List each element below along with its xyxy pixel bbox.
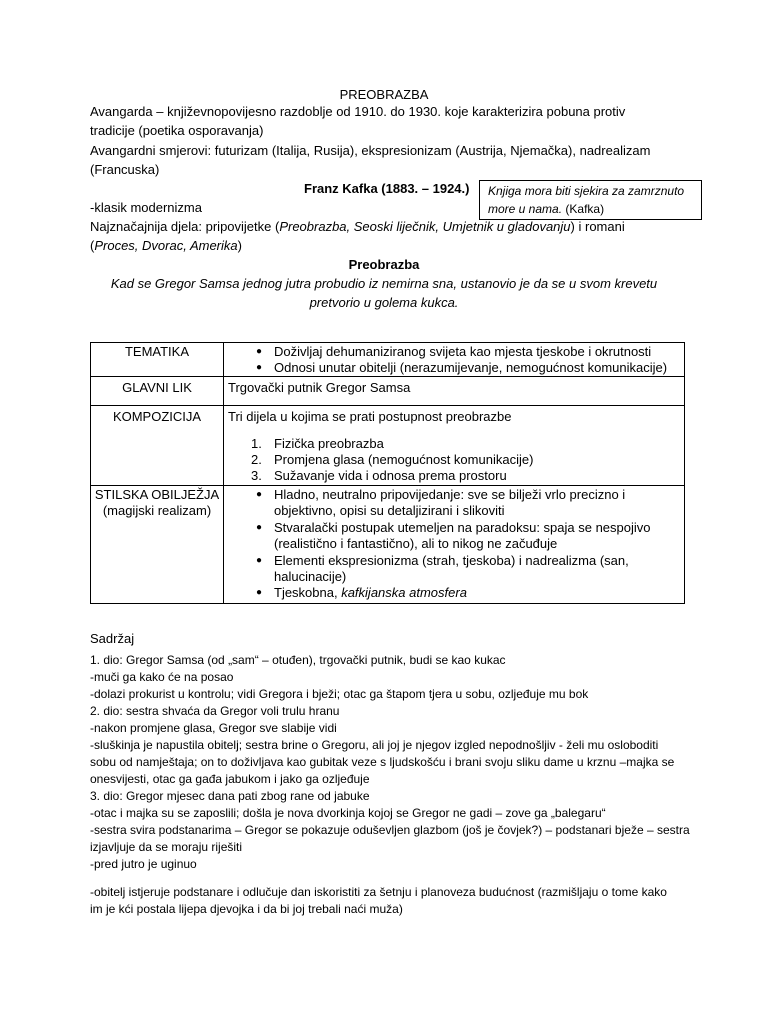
- bullet-icon: ●: [256, 489, 263, 500]
- sadrzaj-line: -nakon promjene glasa, Gregor sve slabije vidi: [90, 721, 337, 735]
- list-number: 3.: [251, 468, 262, 483]
- row-sublabel-magijski-realizam: (magijski realizam): [102, 503, 212, 518]
- kompozicija-item: Fizička preobrazba: [274, 436, 384, 451]
- kompozicija-item: Sužavanje vida i odnosa prema prostoru: [274, 468, 507, 483]
- tematika-item: Odnosi unutar obitelji (nerazumijevanje, nemogućnost komunikacije): [274, 360, 668, 375]
- kafkijanska-text: kafkijanska atmosfera: [341, 585, 467, 600]
- sadrzaj-line: -dolazi prokurist u kontrolu; vidi Gregora i bježi; otac ga štapom tjera u sobu, ozljeđuje mu bok: [90, 687, 589, 701]
- bullet-icon: ●: [256, 522, 263, 533]
- stil-item-line: (realistično i fantastično), ali to nikog ne začuđuje: [274, 536, 558, 551]
- quote-text: more u nama.: [488, 202, 563, 216]
- sadrzaj-line: -muči ga kako će na posao: [90, 670, 234, 684]
- stil-item-line: Stvaralački postupak utemeljen na paradoksu: spaja se nespojivo: [274, 520, 651, 535]
- bullet-icon: ●: [256, 346, 263, 357]
- djela-prefix: Najznačajnija djela: pripovijetke (: [90, 219, 280, 234]
- story-quote-line-1: Kad se Gregor Samsa jednog jutra probudio iz nemirna sna, ustanovio je da se u svom krevetu: [110, 276, 658, 291]
- stil-item-line: Elementi ekspresionizma (strah, tjeskoba) i nadrealizma (san,: [274, 553, 629, 568]
- kompozicija-intro: Tri dijela u kojima se prati postupnost preobrazbe: [228, 409, 512, 424]
- quote-line-1: Knjiga mora biti sjekira za zamrznuto: [488, 184, 685, 198]
- stil-item-line: objektivno, opisi su detaljizirani i slikoviti: [274, 503, 505, 518]
- author-heading: Franz Kafka (1883. – 1924.): [304, 181, 470, 196]
- sadrzaj-line: -pred jutro je uginuo: [90, 857, 197, 871]
- stil-item-line: [274, 585, 467, 601]
- glavni-lik-value: Trgovački putnik Gregor Samsa: [228, 380, 411, 395]
- sadrzaj-line: 1. dio: Gregor Samsa (od „sam“ – otuđen), trgovački putnik, budi se kao kukac: [90, 653, 506, 667]
- table-row-divider: [91, 405, 684, 406]
- list-number: 2.: [251, 452, 262, 467]
- quote-author: (Kafka): [565, 202, 605, 216]
- row-label-stilska-obiljezja: STILSKA OBILJEŽJA: [94, 487, 220, 502]
- sadrzaj-line: -sestra svira podstanarima – Gregor se pokazuje oduševljen glazbom (još je čovjek?) – podstanari bježe – sestra: [90, 823, 690, 837]
- sadrzaj-heading: Sadržaj: [90, 631, 135, 646]
- table-row-divider: [91, 376, 684, 377]
- sadrzaj-line: 3. dio: Gregor mjesec dana pati zbog rane od jabuke: [90, 789, 370, 803]
- bullet-icon: ●: [256, 362, 263, 373]
- list-number: 1.: [251, 436, 262, 451]
- djela-close-paren: ): [237, 238, 242, 253]
- story-title: Preobrazba: [348, 257, 420, 272]
- tjeskobna-text: Tjeskobna,: [274, 585, 342, 600]
- story-quote-line-2: pretvorio u golema kukca.: [309, 295, 459, 310]
- sadrzaj-line: -sluškinja je napustila obitelj; sestra brine o Gregoru, ali joj je njegov izgled nepodnošljiv - želi mu osloboditi: [90, 738, 659, 752]
- sadrzaj-line: izjavljuje da se moraju riješiti: [90, 840, 243, 854]
- djela-suffix: ) i romani: [570, 219, 625, 234]
- sadrzaj-final-line: im je kći postala lijepa djevojka i da bi joj trebali naći muža): [90, 902, 403, 916]
- djela-line-1: [90, 218, 625, 235]
- stil-item-line: Hladno, neutralno pripovijedanje: sve se bilježi vrlo precizno i: [274, 487, 626, 502]
- bullet-icon: ●: [256, 555, 263, 566]
- sadrzaj-final-line: -obitelj istjeruje podstanare i odlučuje dan iskoristiti za šetnju i planoveza budućnost (razmišljaju o tome kako: [90, 885, 667, 899]
- sadrzaj-line: -otac i majka su se zaposlili; došla je nova dvorkinja kojoj se Gregor ne gadi – zove ga „balegaru“: [90, 806, 606, 820]
- smjerovi-line-2: (Francuska): [90, 162, 160, 177]
- tematika-item: Doživljaj dehumaniziranog svijeta kao mjesta tjeskobe i okrutnosti: [274, 344, 652, 359]
- kompozicija-item: Promjena glasa (nemogućnost komunikacije): [274, 452, 534, 467]
- djela-line-2: [90, 237, 242, 254]
- sadrzaj-line: 2. dio: sestra shvaća da Gregor voli trulu hranu: [90, 704, 340, 718]
- info-table: [90, 342, 685, 604]
- djela-open-paren: (: [90, 238, 95, 253]
- row-label-kompozicija: KOMPOZICIJA: [112, 409, 202, 424]
- table-row-divider: [91, 485, 684, 486]
- pripovijetke-list: Preobrazba, Seoski liječnik, Umjetnik u gladovanju: [279, 219, 571, 234]
- klasik-line: -klasik modernizma: [90, 200, 202, 215]
- quote-line-2: [488, 201, 604, 218]
- sadrzaj-line: sobu od namještaja; on to doživljava kao gubitak veze s ljudskošću i brani svoju sliku dame u krznu –majka se: [90, 755, 675, 769]
- smjerovi-line-1: Avangardni smjerovi: futurizam (Italija, Rusija), ekspresionizam (Austrija, Njemačka), nadrealizam: [90, 143, 651, 158]
- table-column-divider: [223, 343, 224, 603]
- document-title: PREOBRAZBA: [339, 87, 429, 102]
- quote-box: [479, 180, 702, 220]
- row-label-glavni-lik: GLAVNI LIK: [122, 380, 192, 395]
- intro-line-1: Avangarda – književnopovijesno razdoblje od 1910. do 1930. koje karakterizira pobuna protiv: [90, 104, 626, 119]
- romani-list: Proces, Dvorac, Amerika: [94, 238, 238, 253]
- row-label-tematika: TEMATIKA: [124, 344, 190, 359]
- sadrzaj-line: onesvijesti, otac ga gađa jabukom i jako ga ozljeđuje: [90, 772, 370, 786]
- bullet-icon: ●: [256, 587, 263, 598]
- intro-line-2: tradicije (poetika osporavanja): [90, 123, 264, 138]
- stil-item-line: halucinacije): [274, 569, 347, 584]
